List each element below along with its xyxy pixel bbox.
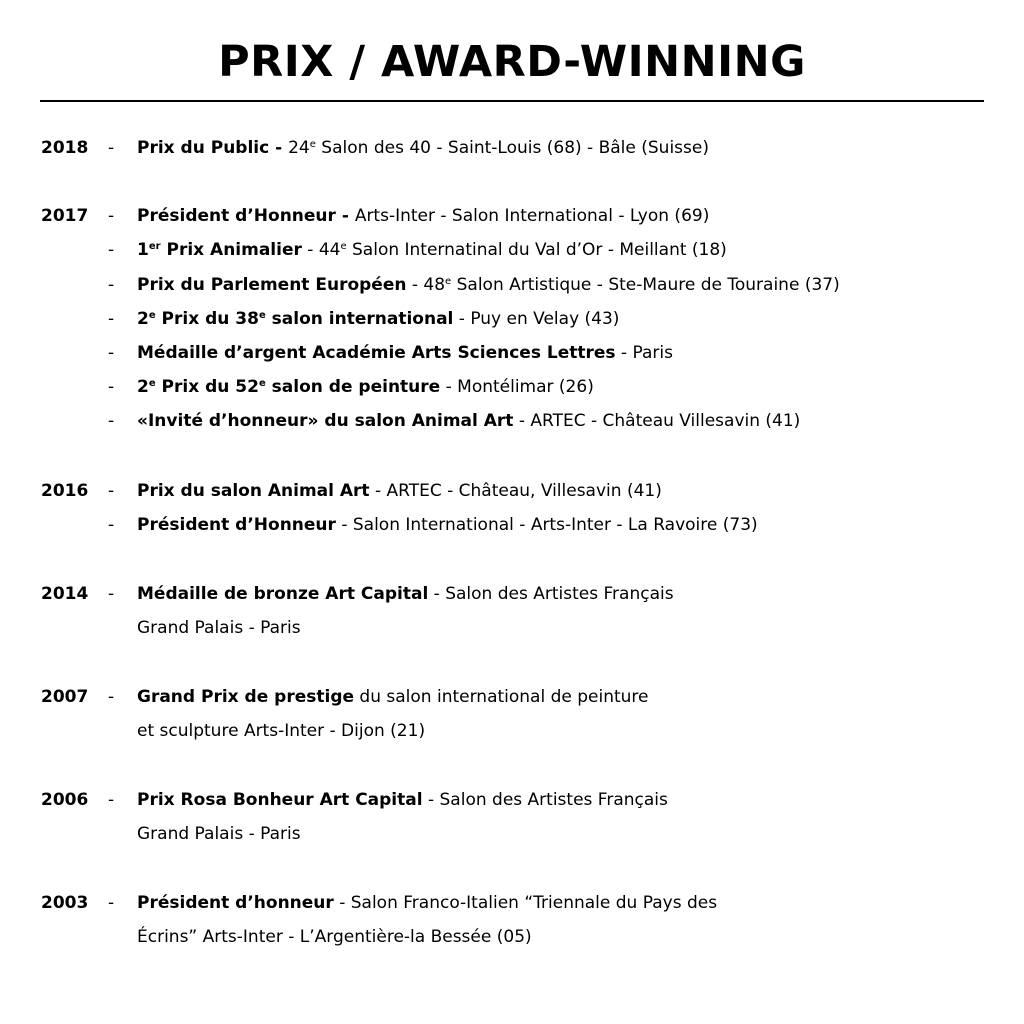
ordinal-superscript: er xyxy=(148,241,161,252)
award-text xyxy=(137,789,668,811)
ordinal-superscript: e xyxy=(258,310,266,321)
ordinal-superscript: e xyxy=(309,139,316,150)
award-text xyxy=(137,137,709,159)
award-year: 2007 xyxy=(41,687,89,707)
entry-dash: - xyxy=(108,240,115,260)
award-venue: du salon international de peinture xyxy=(354,687,649,707)
entry-dash: - xyxy=(108,790,115,810)
ordinal-superscript: e xyxy=(258,378,266,389)
ordinal-superscript: e xyxy=(445,276,452,287)
award-title: Prix du Parlement Européen xyxy=(137,275,407,295)
award-text xyxy=(137,514,758,536)
award-title: Président d’Honneur - xyxy=(137,206,355,226)
entry-dash: - xyxy=(108,893,115,913)
award-text xyxy=(137,205,709,227)
award-venue: - Salon des Artistes Français xyxy=(428,584,674,604)
award-venue: Salon Artistique - Ste-Maure de Touraine (37) xyxy=(451,275,840,295)
award-text xyxy=(137,274,840,296)
entry-dash: - xyxy=(108,309,115,329)
award-title: Président d’honneur xyxy=(137,893,334,913)
award-title: 2 xyxy=(137,309,149,329)
award-title: Prix du salon Animal Art xyxy=(137,481,370,501)
award-text xyxy=(137,410,800,432)
award-venue: 24 xyxy=(288,138,310,158)
entry-dash: - xyxy=(108,411,115,431)
award-title: 1 xyxy=(137,240,149,260)
award-text xyxy=(137,480,662,502)
award-year: 2016 xyxy=(41,481,89,501)
award-title: Grand Prix de prestige xyxy=(137,687,355,707)
title-divider xyxy=(40,100,984,102)
entry-dash: - xyxy=(108,481,115,501)
award-year: 2006 xyxy=(41,790,89,810)
entry-dash: - xyxy=(108,343,115,363)
award-text xyxy=(137,686,649,708)
entry-dash: - xyxy=(108,584,115,604)
ordinal-superscript: e xyxy=(340,241,347,252)
award-text xyxy=(137,583,674,605)
award-title: Prix du 52 xyxy=(155,377,259,397)
award-title: Prix du Public - xyxy=(137,138,289,158)
award-venue: Salon des 40 - Saint-Louis (68) - Bâle (Suisse) xyxy=(315,138,709,158)
award-venue: - 48 xyxy=(406,275,446,295)
award-text-continued: et sculpture Arts-Inter - Dijon (21) xyxy=(137,721,426,741)
entry-dash: - xyxy=(108,275,115,295)
award-text xyxy=(137,308,619,330)
award-venue: - Salon Franco-Italien “Triennale du Pays des xyxy=(333,893,718,913)
award-text-continued: Grand Palais - Paris xyxy=(137,824,301,844)
award-text xyxy=(137,342,673,364)
award-year: 2018 xyxy=(41,138,89,158)
award-venue: - ARTEC - Château Villesavin (41) xyxy=(513,411,801,431)
award-text-continued: Écrins” Arts-Inter - L’Argentière-la Bessée (05) xyxy=(137,927,532,947)
award-title: «Invité d’honneur» du salon Animal Art xyxy=(137,411,514,431)
award-title: Prix Rosa Bonheur Art Capital xyxy=(137,790,423,810)
award-text xyxy=(137,376,594,398)
ordinal-superscript: e xyxy=(148,310,156,321)
award-title: Président d’Honneur xyxy=(137,515,336,535)
entry-dash: - xyxy=(108,206,115,226)
award-venue: Arts-Inter - Salon International - Lyon (69) xyxy=(354,206,710,226)
award-text-continued: Grand Palais - Paris xyxy=(137,618,301,638)
award-year: 2003 xyxy=(41,893,89,913)
ordinal-superscript: e xyxy=(148,378,156,389)
award-title: salon de peinture xyxy=(265,377,441,397)
award-venue: - ARTEC - Château, Villesavin (41) xyxy=(369,481,662,501)
award-title: salon international xyxy=(265,309,454,329)
page-title: PRIX / AWARD-WINNING xyxy=(218,37,806,87)
award-title: Médaille de bronze Art Capital xyxy=(137,584,429,604)
award-venue: - Puy en Velay (43) xyxy=(453,309,620,329)
award-title: Prix du 38 xyxy=(155,309,259,329)
award-venue: - Salon International - Arts-Inter - La Ravoire (73) xyxy=(335,515,758,535)
award-title: Médaille d’argent Académie Arts Sciences Lettres xyxy=(137,343,616,363)
award-venue: - Montélimar (26) xyxy=(440,377,594,397)
award-text xyxy=(137,892,717,914)
entry-dash: - xyxy=(108,515,115,535)
award-title: 2 xyxy=(137,377,149,397)
award-year: 2014 xyxy=(41,584,89,604)
entry-dash: - xyxy=(108,687,115,707)
entry-dash: - xyxy=(108,377,115,397)
award-text xyxy=(137,239,727,261)
award-venue: - Paris xyxy=(615,343,673,363)
entry-dash: - xyxy=(108,138,115,158)
award-title: Prix Animalier xyxy=(160,240,302,260)
award-venue: Salon Internatinal du Val d’Or - Meillant (18) xyxy=(346,240,727,260)
award-year: 2017 xyxy=(41,206,89,226)
award-venue: - Salon des Artistes Français xyxy=(422,790,668,810)
award-venue: - 44 xyxy=(301,240,341,260)
